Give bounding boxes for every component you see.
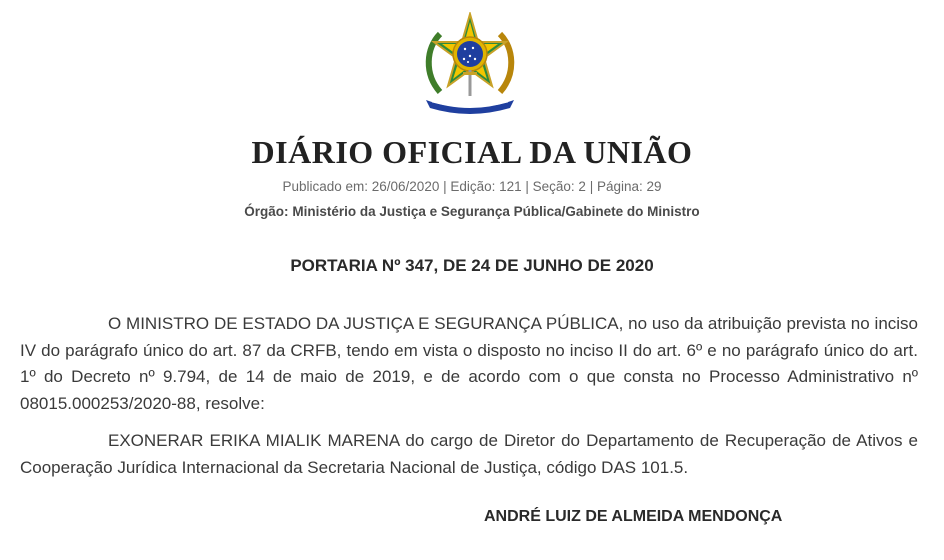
brazil-coat-of-arms-icon [418,12,522,116]
paragraph-preamble: O MINISTRO DE ESTADO DA JUSTIÇA E SEGURANÇA PÚBLICA, no uso da atribuição prevista no inciso IV do parágrafo único do art. 87 da CRFB, tendo em vista o disposto no inciso II do art. 6º e no parágrafo único do art. 1º do Decreto nº 9.794, de 14 de maio de 2019, e de acordo com o que consta no Processo Administrativo nº 08015.000253/2020-88, resolve: [20,314,918,413]
organ-line [0,204,944,219]
organ-value: Ministério da Justiça e Segurança Pública/Gabinete do Ministro [292,204,700,219]
signature: ANDRÉ LUIZ DE ALMEIDA MENDONÇA [484,508,783,525]
publication-meta: Publicado em: 26/06/2020 | Edição: 121 | Seção: 2 | Página: 29 [282,179,662,194]
paragraph-resolution: EXONERAR ERIKA MIALIK MARENA do cargo de Diretor do Departamento de Recuperação de Ativos e Cooperação Jurídica Internacional da Secretaria Nacional de Justiça, código DAS 101.5. [20,431,918,477]
portaria-heading: PORTARIA Nº 347, DE 24 DE JUNHO DE 2020 [290,256,654,275]
page-title: DIÁRIO OFICIAL DA UNIÃO [251,134,693,170]
organ-label: Órgão: [244,204,289,219]
